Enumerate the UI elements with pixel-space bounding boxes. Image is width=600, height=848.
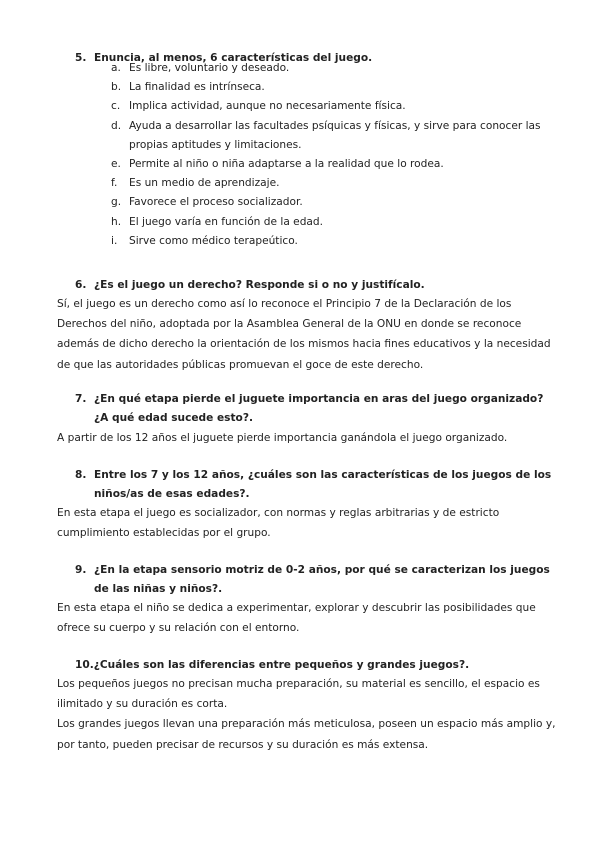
list-item [111, 193, 558, 212]
answer-7: A partir de los 12 años el juguete pierde importancia ganándola el juego organizado. [57, 432, 508, 444]
list-item [111, 155, 558, 174]
answer-paragraph: Los grandes juegos llevan una preparación más meticulosa, poseen un espacio más amplio y, por tanto, pueden precisar de recursos y su duración es más extensa. [57, 718, 556, 751]
answer-6: Sí, el juego es un derecho como así lo reconoce el Principio 7 de la Declaración de los Derechos del niño, adoptada por la Asamblea General de la ONU en donde se reconoce además de dicho derecho la orientación de los mismos hacia fines educativos y la necesidad de que las autoridades públicas promuevan el goce de este derecho. [57, 298, 551, 371]
question-10 [75, 656, 558, 675]
question-number: 7. [75, 393, 87, 405]
answer-10 [57, 674, 558, 755]
list-item-letter: h. [111, 215, 122, 228]
question-text: Entre los 7 y los 12 años, ¿cuáles son las características de los juegos de los niños/as de esas edades?. [94, 469, 552, 500]
question-text: Enuncia, al menos, 6 características del juego. [94, 52, 373, 64]
list-item-text: El juego varía en función de la edad. [129, 215, 323, 228]
list-item-text: La finalidad es intrínseca. [129, 81, 265, 94]
list-item-letter: c. [111, 100, 121, 113]
question-number: 6. [75, 279, 87, 291]
list-item [111, 174, 558, 193]
list-item-text: Favorece el proceso socializador. [129, 196, 303, 209]
list-item [111, 213, 558, 232]
list-item-text: Permite al niño o niña adaptarse a la realidad que lo rodea. [129, 158, 444, 171]
list-item-letter: a. [111, 62, 121, 74]
list-item-letter: b. [111, 81, 122, 94]
question-text: 10.¿Cuáles son las diferencias entre pequeños y grandes juegos?. [75, 659, 470, 671]
question-number: 9. [75, 564, 87, 576]
answer-9: En esta etapa el niño se dedica a experimentar, explorar y descubrir las posibilidades que ofrece su cuerpo y su relación con el entorno. [57, 602, 536, 635]
question-8 [75, 466, 558, 504]
list-item-letter: f. [111, 177, 118, 190]
question-text: ¿En la etapa sensorio motriz de 0-2 años, por qué se caracterizan los juegos de las niñas y niños?. [94, 564, 550, 595]
question-number: 5. [75, 52, 87, 64]
list-item-letter: i. [111, 234, 118, 247]
question-7 [75, 390, 558, 428]
list-item-letter: g. [111, 196, 122, 209]
list-item-text: Ayuda a desarrollar las facultades psíquicas y físicas, y sirve para conocer las propias aptitudes y limitaciones. [129, 119, 541, 151]
list-item-text: Implica actividad, aunque no necesariamente física. [129, 100, 406, 113]
characteristics-list [111, 59, 558, 251]
question-number: 8. [75, 469, 87, 481]
list-item [111, 232, 558, 251]
question-9 [75, 561, 558, 599]
answer-8: En esta etapa el juego es socializador, con normas y reglas arbitrarias y de estricto cumplimiento establecidas por el grupo. [57, 507, 500, 540]
list-item [111, 59, 558, 78]
list-item-letter: d. [111, 119, 122, 132]
list-item-text: Es un medio de aprendizaje. [129, 177, 280, 190]
list-item [111, 97, 558, 116]
list-item [111, 117, 558, 155]
question-6 [75, 276, 558, 295]
list-item-text: Es libre, voluntario y deseado. [129, 62, 290, 74]
question-text: ¿En qué etapa pierde el juguete importancia en aras del juego organizado? ¿A qué edad sucede esto?. [94, 393, 544, 424]
list-item-text: Sirve como médico terapeútico. [129, 234, 298, 247]
list-item [111, 78, 558, 97]
answer-paragraph: Los pequeños juegos no precisan mucha preparación, su material es sencillo, el espacio es ilimitado y su duración es corta. [57, 678, 540, 711]
question-text: ¿Es el juego un derecho? Responde si o no y justifícalo. [94, 279, 425, 291]
list-item-letter: e. [111, 158, 121, 171]
